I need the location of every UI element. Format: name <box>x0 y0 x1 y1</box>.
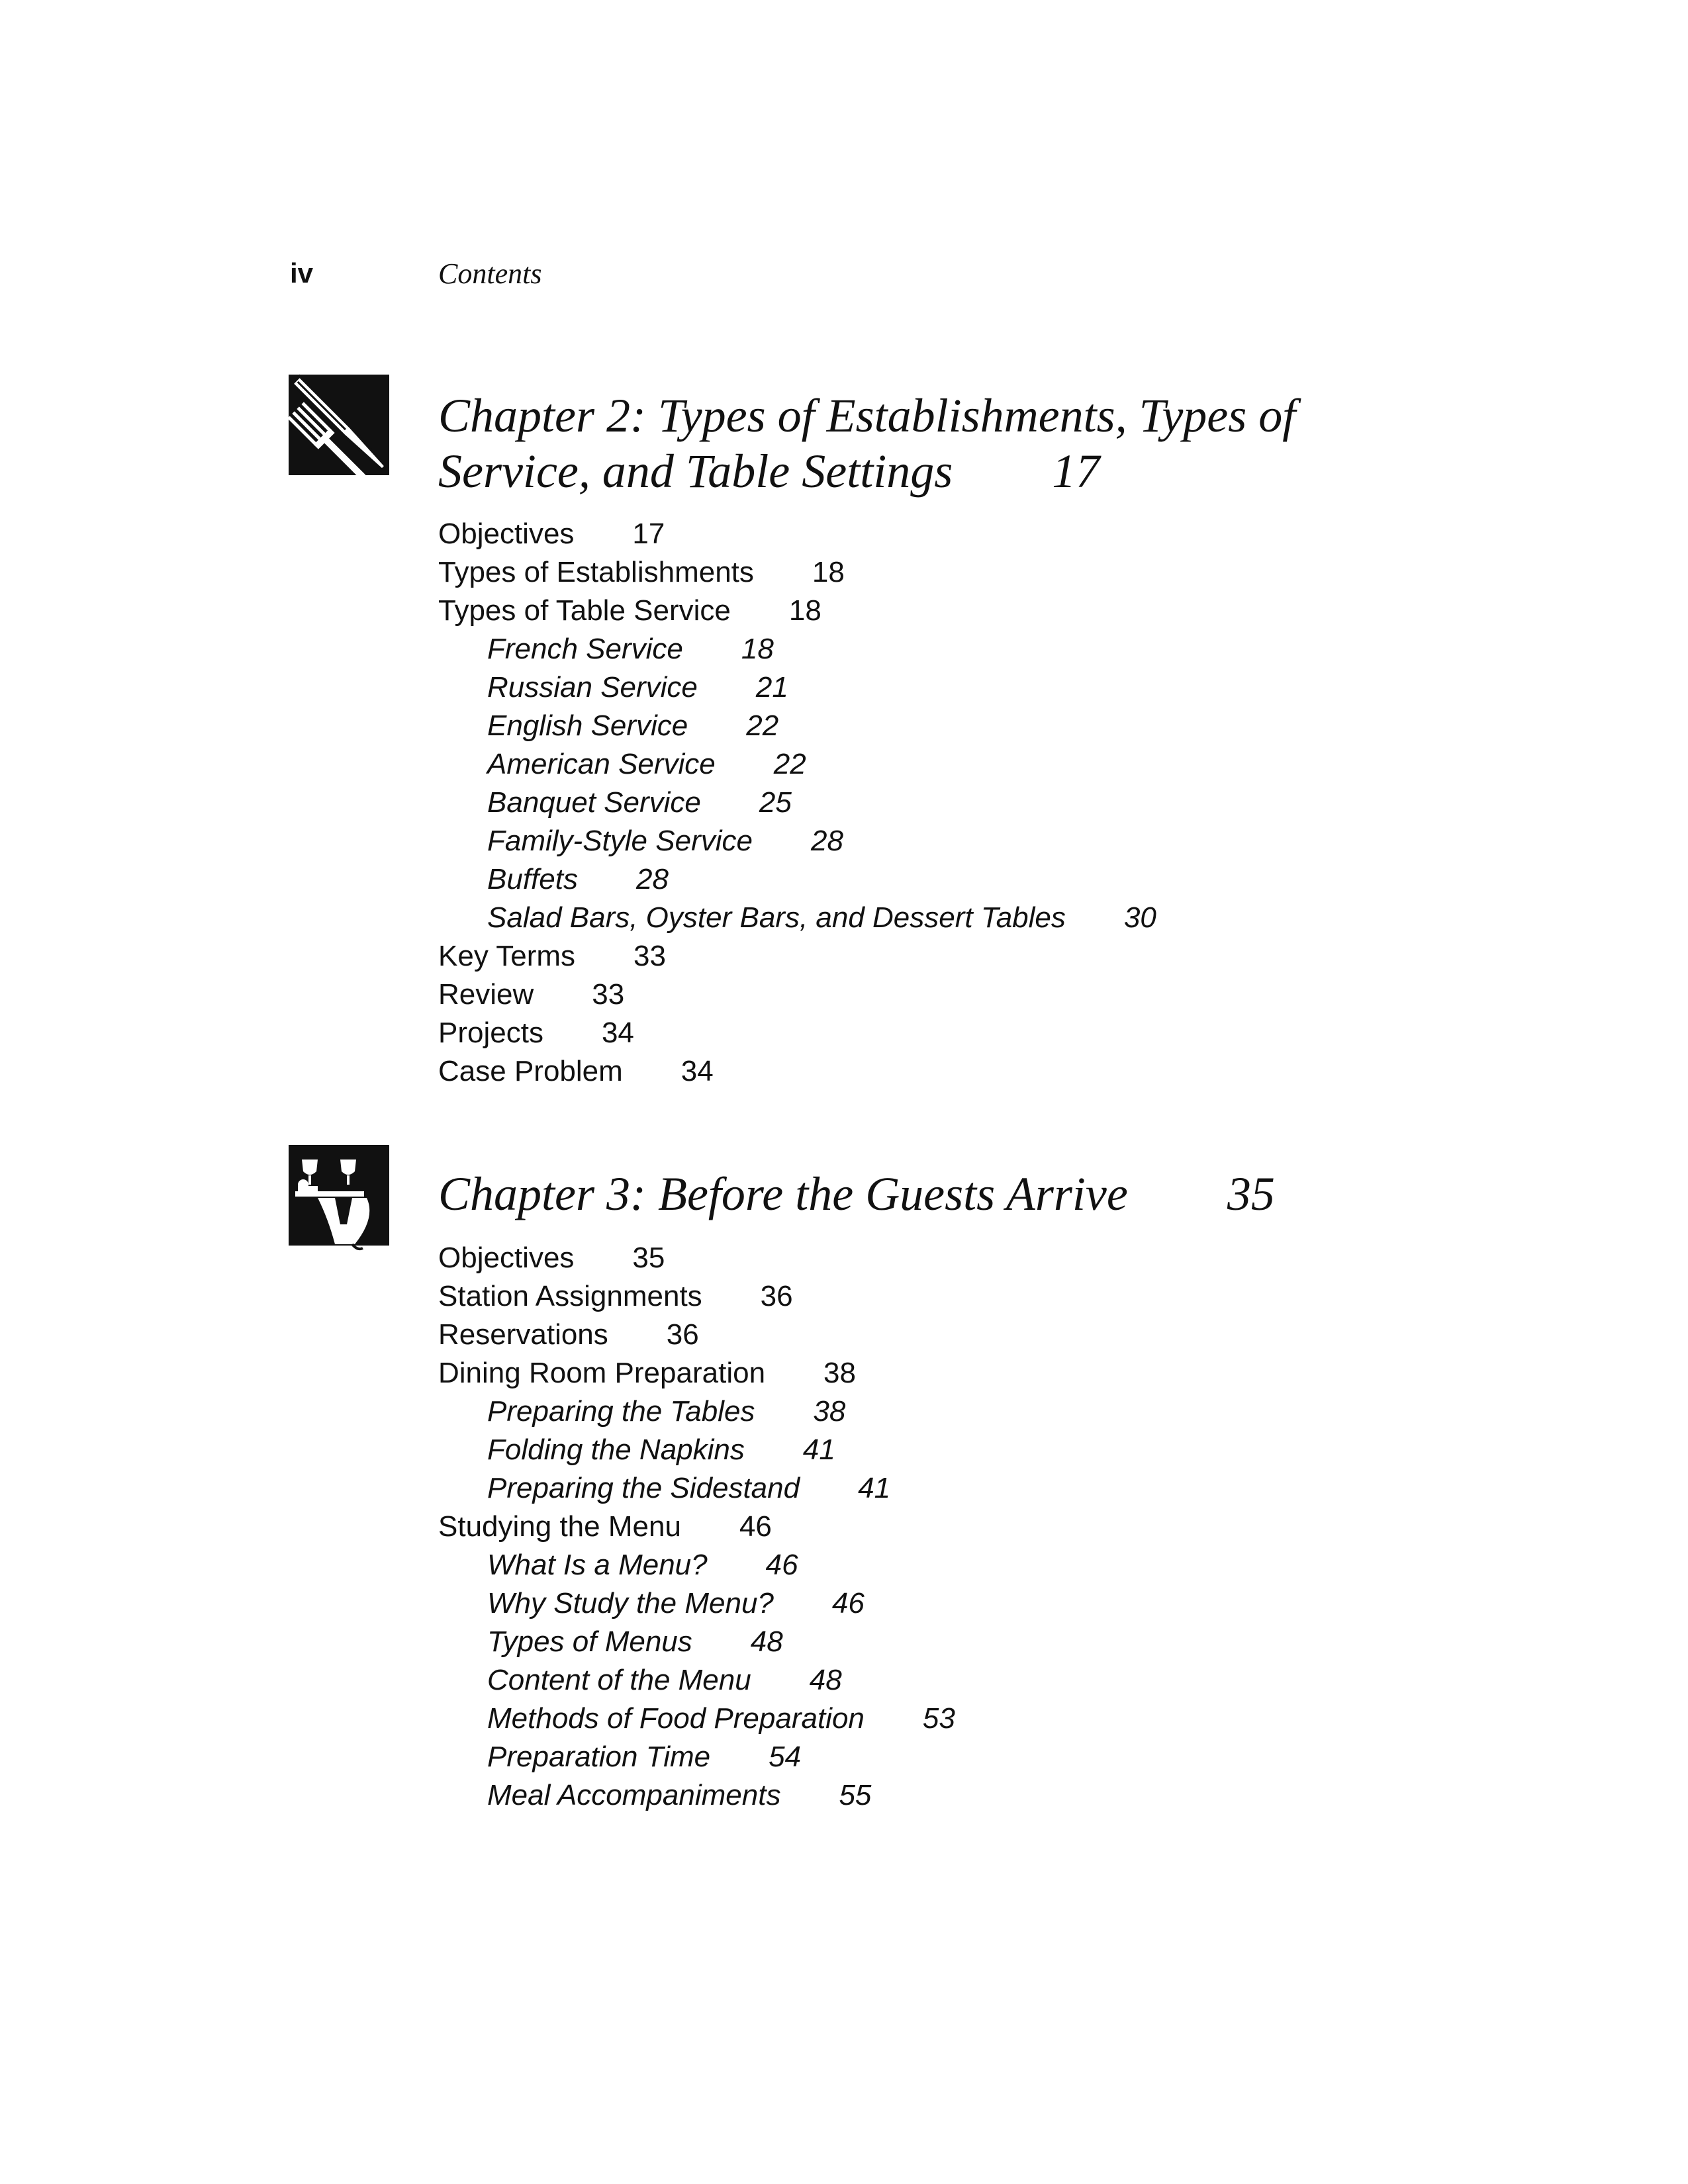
toc-entry-page: 21 <box>755 671 788 704</box>
toc-entry-label: Folding the Napkins <box>487 1433 745 1466</box>
toc-entry-label: Buffets <box>487 863 578 895</box>
toc-entry <box>438 1546 955 1584</box>
toc-entry-label: Content of the Menu <box>487 1664 751 1696</box>
toc-entry-label: Russian Service <box>487 671 698 704</box>
toc-entry <box>438 592 1156 630</box>
toc-entry-page: 41 <box>858 1472 891 1504</box>
toc-entry <box>438 822 1156 860</box>
toc-entry-label: Reservations <box>438 1318 608 1351</box>
toc-entry <box>438 1469 955 1508</box>
toc-entry <box>438 1431 955 1469</box>
toc-entry <box>438 745 1156 784</box>
toc-entry-page: 53 <box>922 1702 955 1735</box>
running-head: Contents <box>438 257 542 290</box>
toc-entry-page: 55 <box>839 1779 872 1811</box>
toc-entry-label: What Is a Menu? <box>487 1549 708 1581</box>
chapter-2-toc <box>438 515 1156 1091</box>
toc-entry <box>438 1738 955 1776</box>
toc-entry-label: Case Problem <box>438 1055 623 1087</box>
toc-entry <box>438 1014 1156 1052</box>
toc-entry-label: American Service <box>487 748 716 780</box>
toc-entry-page: 41 <box>802 1433 835 1466</box>
chapter-2-title-line1: Chapter 2: Types of Establishments, Types of <box>438 389 1296 442</box>
toc-entry <box>438 515 1156 553</box>
toc-entry <box>438 553 1156 592</box>
toc-entry-label: Family-Style Service <box>487 825 753 857</box>
toc-entry <box>438 630 1156 668</box>
toc-entry-label: Methods of Food Preparation <box>487 1702 865 1735</box>
toc-entry-page: 17 <box>632 518 665 550</box>
toc-entry <box>438 784 1156 822</box>
toc-entry-label: Projects <box>438 1017 543 1049</box>
toc-entry <box>438 976 1156 1014</box>
toc-entry-page: 30 <box>1123 901 1156 934</box>
toc-entry-label: Review <box>438 978 534 1011</box>
toc-entry-page: 22 <box>773 748 806 780</box>
toc-entry <box>438 860 1156 899</box>
chapter-3-toc <box>438 1239 955 1815</box>
toc-entry-label: Objectives <box>438 1242 575 1274</box>
page-number: iv <box>290 257 314 289</box>
toc-entry <box>438 1508 955 1546</box>
toc-entry-label: Why Study the Menu? <box>487 1587 774 1619</box>
toc-entry-page: 54 <box>769 1741 802 1773</box>
toc-entry-page: 38 <box>813 1395 846 1428</box>
toc-entry-label: Preparing the Tables <box>487 1395 755 1428</box>
toc-entry <box>438 1239 955 1277</box>
toc-entry <box>438 1316 955 1354</box>
toc-entry-label: Preparation Time <box>487 1741 711 1773</box>
chapter-3-title-line1: Chapter 3: Before the Guests Arrive <box>438 1167 1128 1220</box>
toc-entry-page: 46 <box>739 1510 772 1543</box>
toc-entry-page: 46 <box>765 1549 798 1581</box>
toc-entry <box>438 1623 955 1661</box>
toc-entry-label: Banquet Service <box>487 786 701 819</box>
toc-entry-label: Dining Room Preparation <box>438 1357 766 1389</box>
toc-entry-label: Studying the Menu <box>438 1510 681 1543</box>
toc-entry-page: 18 <box>741 633 774 665</box>
toc-entry <box>438 899 1156 937</box>
toc-entry <box>438 1584 955 1623</box>
toc-entry-page: 36 <box>666 1318 699 1351</box>
toc-entry-label: English Service <box>487 709 688 742</box>
toc-entry <box>438 1354 955 1392</box>
toc-entry-page: 36 <box>760 1280 793 1312</box>
toc-entry-page: 33 <box>592 978 625 1011</box>
toc-entry-page: 35 <box>632 1242 665 1274</box>
toc-entry-page: 25 <box>759 786 792 819</box>
toc-entry-label: Station Assignments <box>438 1280 702 1312</box>
toc-entry <box>438 1392 955 1431</box>
toc-entry-page: 18 <box>812 556 845 588</box>
toc-entry-page: 22 <box>746 709 779 742</box>
fork-and-knife-icon <box>289 375 389 475</box>
toc-entry <box>438 1776 955 1815</box>
toc-entry-page: 33 <box>633 940 666 972</box>
toc-entry-label: Types of Establishments <box>438 556 754 588</box>
toc-entry <box>438 1700 955 1738</box>
toc-entry-label: Preparing the Sidestand <box>487 1472 800 1504</box>
chapter-2-title-line2: Service, and Table Settings <box>438 445 953 498</box>
toc-entry-label: Key Terms <box>438 940 576 972</box>
toc-entry-page: 48 <box>750 1625 783 1658</box>
toc-entry-label: Salad Bars, Oyster Bars, and Dessert Tables <box>487 901 1066 934</box>
toc-entry <box>438 1052 1156 1091</box>
toc-entry-page: 38 <box>823 1357 856 1389</box>
waiter-with-tray-icon <box>289 1145 389 1246</box>
toc-entry <box>438 937 1156 976</box>
toc-entry <box>438 1661 955 1700</box>
toc-entry-label: Types of Menus <box>487 1625 692 1658</box>
toc-entry-page: 46 <box>831 1587 865 1619</box>
chapter-2-title <box>438 388 1295 499</box>
toc-entry-label: French Service <box>487 633 683 665</box>
chapter-3-page: 35 <box>1227 1167 1275 1220</box>
chapter-3-title <box>438 1166 1275 1222</box>
toc-entry <box>438 1277 955 1316</box>
toc-entry-page: 18 <box>788 594 821 627</box>
toc-entry-label: Types of Table Service <box>438 594 731 627</box>
toc-entry-page: 28 <box>635 863 669 895</box>
toc-entry-page: 34 <box>680 1055 714 1087</box>
toc-entry-page: 34 <box>601 1017 634 1049</box>
toc-entry <box>438 707 1156 745</box>
toc-entry <box>438 668 1156 707</box>
toc-entry-label: Objectives <box>438 518 575 550</box>
toc-entry-label: Meal Accompaniments <box>487 1779 781 1811</box>
chapter-2-page: 17 <box>1052 445 1100 498</box>
toc-entry-page: 48 <box>809 1664 842 1696</box>
toc-entry-page: 28 <box>810 825 843 857</box>
